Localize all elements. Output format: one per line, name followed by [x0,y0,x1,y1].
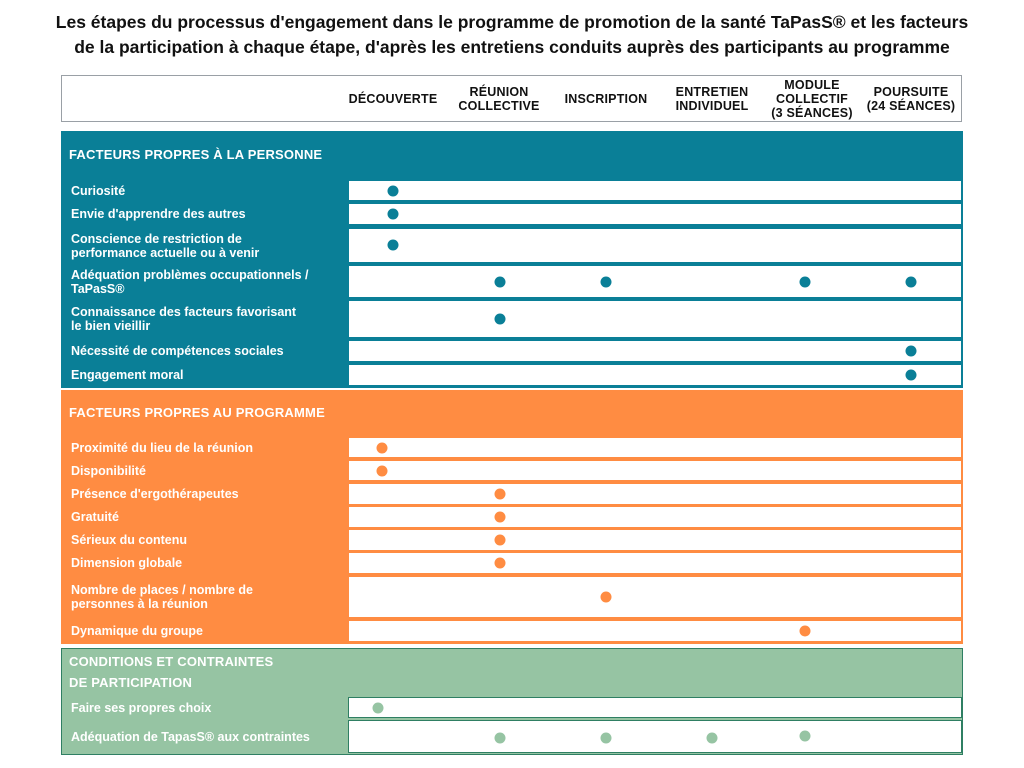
stage-marker-dot [906,370,917,381]
section-heading-personne [61,131,963,178]
factor-label [63,720,347,753]
factor-label-line: Nombre de places / nombre de [71,583,253,597]
factor-label-text [71,184,125,198]
factor-label-text [71,730,310,744]
stage-header-5 [867,75,956,122]
stage-marker-dot [495,276,506,287]
factor-label-text [71,232,259,260]
factor-label-text [71,533,187,547]
stage-marker-dot [495,314,506,325]
factor-label-text [71,701,211,715]
stage-marker-dot [377,465,388,476]
stage-header-line: RÉUNION [469,84,529,99]
stage-marker-dot [495,733,506,744]
factor-label [63,364,347,386]
factor-row-cells [348,506,962,528]
factor-row-cells [348,620,962,642]
section-heading-line: CONDITIONS ET CONTRAINTES [69,653,274,669]
stage-header-line: POURSUITE [873,84,949,99]
factor-label [63,180,347,201]
factor-row-cells [348,552,962,574]
stage-header-0 [349,75,438,122]
stage-marker-dot [377,442,388,453]
factor-label-line: Adéquation problèmes occupationnels / [71,267,309,282]
stage-header-line: (24 SÉANCES) [866,98,956,113]
stage-marker-dot [601,733,612,744]
factor-label-line: Engagement moral [71,368,184,382]
factor-label-text [71,624,203,638]
figure-title [0,10,1024,60]
stage-marker-dot [495,489,506,500]
factor-label-line: Envie d'apprendre des autres [71,207,246,221]
factor-label-line: Conscience de restriction de [71,231,242,246]
stage-marker-dot [707,733,718,744]
factor-label-line: le bien vieillir [71,319,151,333]
section-heading-line: FACTEURS PROPRES AU PROGRAMME [69,405,325,420]
stage-marker-dot [601,592,612,603]
factor-row-cells [348,720,962,753]
section-heading-programme [61,390,963,435]
factor-label-text [71,368,184,382]
stage-marker-dot [388,240,399,251]
section-heading-line: FACTEURS PROPRES À LA PERSONNE [69,147,323,162]
factor-label [63,437,347,458]
stage-header-line: INDIVIDUEL [675,98,749,113]
factor-row-cells [348,697,962,718]
stage-marker-dot [800,276,811,287]
stage-marker-dot [388,185,399,196]
stage-header-line: ENTRETIEN [675,84,749,99]
stage-marker-dot [495,512,506,523]
factor-label-text [71,510,119,524]
stage-header-line: INSCRIPTION [564,91,648,106]
factor-label [63,697,347,718]
factor-label-line: Curiosité [71,183,126,198]
factor-row-cells [348,460,962,481]
factor-row-cells [348,300,962,338]
factor-label-line: Sérieux du contenu [71,533,187,547]
stage-marker-dot [495,558,506,569]
factor-label [63,576,347,618]
stage-header-line: COLLECTIVE [458,98,540,113]
factor-label-text [71,344,284,358]
factor-label [63,552,347,574]
factor-label-text [71,305,296,333]
factor-label-line: Faire ses propres choix [71,700,212,715]
stage-marker-dot [373,702,384,713]
stage-header-line: DÉCOUVERTE [348,91,438,106]
factor-row-cells [348,228,962,263]
factor-label [63,483,347,505]
factor-label-text [71,583,253,611]
stage-header-line: COLLECTIF [776,91,848,106]
factor-label-text [71,464,146,478]
factor-label [63,203,347,225]
stage-header-3 [676,75,749,122]
factor-label [63,265,347,298]
section-heading-line: DE PARTICIPATION [69,674,193,690]
stage-marker-dot [495,535,506,546]
factor-label [63,228,347,263]
factor-row-cells [348,340,962,362]
factor-label-line: Adéquation de TapasS® aux contraintes [71,729,310,744]
factor-label-text [71,268,309,296]
factor-row-cells [348,576,962,618]
stage-marker-dot [906,276,917,287]
factor-label-text [71,441,253,455]
factor-label-line: Présence d'ergothérapeutes [71,487,239,501]
factor-label-line: Gratuité [71,510,119,524]
factor-row-cells [348,483,962,505]
stage-marker-dot [800,731,811,742]
factor-label [63,620,347,642]
factor-label-line: Dynamique du groupe [71,624,203,638]
factor-label-line: Proximité du lieu de la réunion [71,440,253,455]
factor-row-cells [348,203,962,225]
stage-marker-dot [601,276,612,287]
stage-header-1 [458,75,539,122]
factor-row-cells [348,437,962,458]
factor-label-line: personnes à la réunion [71,597,208,611]
factor-label-line: Disponibilité [71,463,146,478]
factor-label [63,460,347,481]
factor-label [63,340,347,362]
stage-header-2 [565,75,648,122]
title-line-2: de la participation à chaque étape, d'après les entretiens conduits auprès des participants au programme [74,37,950,57]
factor-label-line: TaPasS® [71,281,125,296]
stage-marker-dot [388,209,399,220]
factor-label-line: Dimension globale [71,556,183,570]
title-line-1: Les étapes du processus d'engagement dans le programme de promotion de la santé TaPasS® et les facteurs [55,12,969,32]
factor-label [63,529,347,551]
stage-marker-dot [800,626,811,637]
factor-label [63,506,347,528]
factor-label-line: Connaissance des facteurs favorisant [71,305,297,319]
stage-header-4 [771,75,852,122]
factor-label-text [71,207,246,221]
factor-row-cells [348,265,962,298]
factor-label-line: performance actuelle ou à venir [71,245,260,260]
factor-label-line: Nécessité de compétences sociales [71,344,284,358]
factor-row-cells [348,364,962,386]
section-heading-conditions [61,648,963,695]
factor-row-cells [348,180,962,201]
factor-label [63,300,347,338]
factor-row-cells [348,529,962,551]
stage-header-line: (3 SÉANCES) [771,105,853,120]
factor-label-text [71,487,239,501]
factor-label-text [71,556,182,570]
stage-marker-dot [906,346,917,357]
stage-header-line: MODULE [784,77,840,92]
